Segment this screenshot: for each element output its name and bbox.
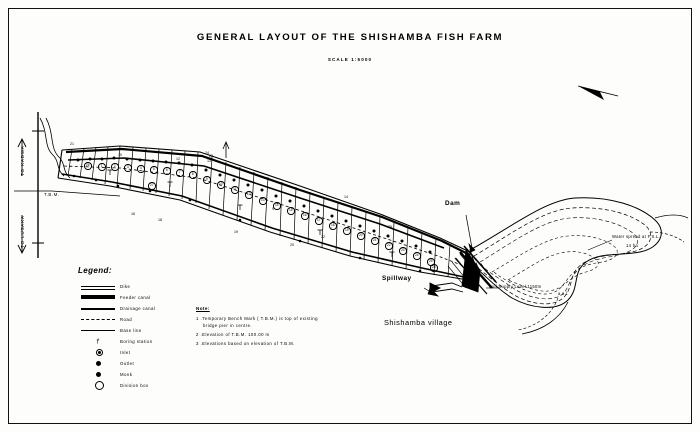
division-box-icon	[78, 381, 120, 391]
pond-id: 4	[137, 165, 145, 173]
pond-id: 10	[217, 181, 225, 189]
legend-item-label: Base line	[120, 328, 142, 333]
local-north-marker	[223, 142, 229, 158]
pond-id: 21	[371, 237, 379, 245]
outlet-icon	[78, 359, 120, 369]
notes-block	[196, 306, 376, 350]
pond-id: 14	[273, 202, 281, 210]
note-line: 3 .Elevations based on elevation of T.B.M.	[196, 341, 295, 346]
legend-item-label: Division box	[120, 383, 149, 388]
legend-item-label: Drainage canal	[120, 306, 156, 311]
legend-item-dike	[78, 281, 218, 292]
pond-id: 2	[111, 163, 119, 171]
base-line-icon	[78, 326, 120, 336]
pond-id: 26	[84, 162, 92, 170]
notes-title: Note:	[196, 306, 210, 311]
pond-id: 18	[329, 222, 337, 230]
legend-item-label: Boring station	[120, 339, 153, 344]
legend-item-division-box	[78, 380, 218, 391]
scale-label: SCALE 1:5000	[327, 57, 373, 62]
plot-number: 23	[209, 154, 213, 158]
label-dam: Dam	[445, 200, 461, 207]
plot-number: 18	[158, 218, 162, 222]
reservoir-contours	[470, 198, 688, 334]
legend-title: Legend:	[78, 266, 112, 275]
pond-id: 9	[203, 176, 211, 184]
legend-item-label: Feeder canal	[120, 295, 151, 300]
legend-item-label: Outlet	[120, 361, 135, 366]
label-water-spread-value: 14 ha	[626, 243, 638, 248]
pond-id: 25	[427, 258, 435, 266]
legend-item-feeder-canal	[78, 292, 218, 303]
dike-icon	[78, 282, 120, 292]
plot-number: 10	[118, 153, 122, 157]
legend-item-outlet	[78, 358, 218, 369]
drainage-canal-icon	[78, 304, 120, 314]
plot-number: 21	[70, 142, 74, 146]
label-spillway: Spillway	[382, 275, 412, 282]
feeder-canal-icon	[78, 293, 120, 303]
plot-number: 7	[330, 227, 332, 231]
plot-number: 22	[321, 235, 325, 239]
plot-number: 16	[131, 212, 135, 216]
pond-id: 11	[231, 186, 239, 194]
pond-id: 5	[150, 166, 158, 174]
dam-leader	[466, 215, 475, 252]
plot-number: 19	[234, 230, 238, 234]
legend-item-label: Inlet	[120, 350, 131, 355]
spillway-channel	[430, 283, 463, 293]
plot-number: 25	[388, 225, 392, 229]
plot-number: 12	[176, 157, 180, 161]
pond-id: 23	[399, 247, 407, 255]
note-line-continuation: bridge pier in centre.	[203, 323, 253, 328]
label-full-supply-level: Full Supply Level 1150m	[489, 284, 542, 289]
legend-item-label: Road	[120, 317, 133, 322]
pond-id: 28	[430, 264, 438, 272]
monk-icon	[78, 370, 120, 380]
base-line	[14, 191, 120, 196]
label-to-kadwa: TO KADWA	[20, 145, 25, 176]
water-spread-leader	[588, 240, 612, 250]
note-line: 1 .Temporary Bench Mark ( T.B.M.) is top of existing	[196, 316, 318, 321]
pond-id: 20	[357, 232, 365, 240]
pond-id: 16	[301, 212, 309, 220]
label-tbm: T.B.M.	[44, 192, 60, 197]
pond-id: 17	[315, 217, 323, 225]
pond-id: 19	[343, 227, 351, 235]
pond-id: 22	[385, 242, 393, 250]
legend-item-monk	[78, 369, 218, 380]
note-line: 2 .Elevation of T.B.M. 100.00 m	[196, 332, 270, 337]
pond-id: 27	[148, 182, 156, 190]
page-title: GENERAL LAYOUT OF THE SHISHAMBA FISH FARM	[196, 32, 504, 43]
pond-id: 3	[124, 164, 132, 172]
pond-id: 12	[245, 191, 253, 199]
road-icon	[78, 315, 120, 325]
plot-number: 20	[290, 243, 294, 247]
farm-outer-dike	[58, 146, 470, 280]
inlet-icon	[78, 348, 120, 358]
plot-number: 9	[272, 207, 274, 211]
plot-number: 14	[344, 195, 348, 199]
pond-id: 6	[163, 167, 171, 175]
north-arrow-icon	[578, 86, 618, 100]
pond-id: 7	[176, 169, 184, 177]
legend-item-label: Monk	[120, 372, 133, 377]
pond-id: 1	[98, 163, 106, 171]
plot-number: 24	[205, 151, 209, 155]
pond-id: 8	[189, 171, 197, 179]
inflow-stream	[40, 118, 70, 178]
boring-station-icon: †	[96, 338, 100, 345]
plot-number: 13	[207, 159, 211, 163]
pond-id: 24	[413, 252, 421, 260]
pond-id: 15	[287, 207, 295, 215]
legend-item-label: Dike	[120, 284, 131, 289]
label-shishamba-village: Shishamba village	[384, 318, 453, 327]
label-full-supply-unit: a.s.l.	[558, 291, 569, 296]
label-to-lusaka: TO LUSAKA	[20, 215, 25, 248]
pond-id: 13	[259, 197, 267, 205]
label-water-spread: Water spread at F.S.L.	[612, 234, 661, 239]
